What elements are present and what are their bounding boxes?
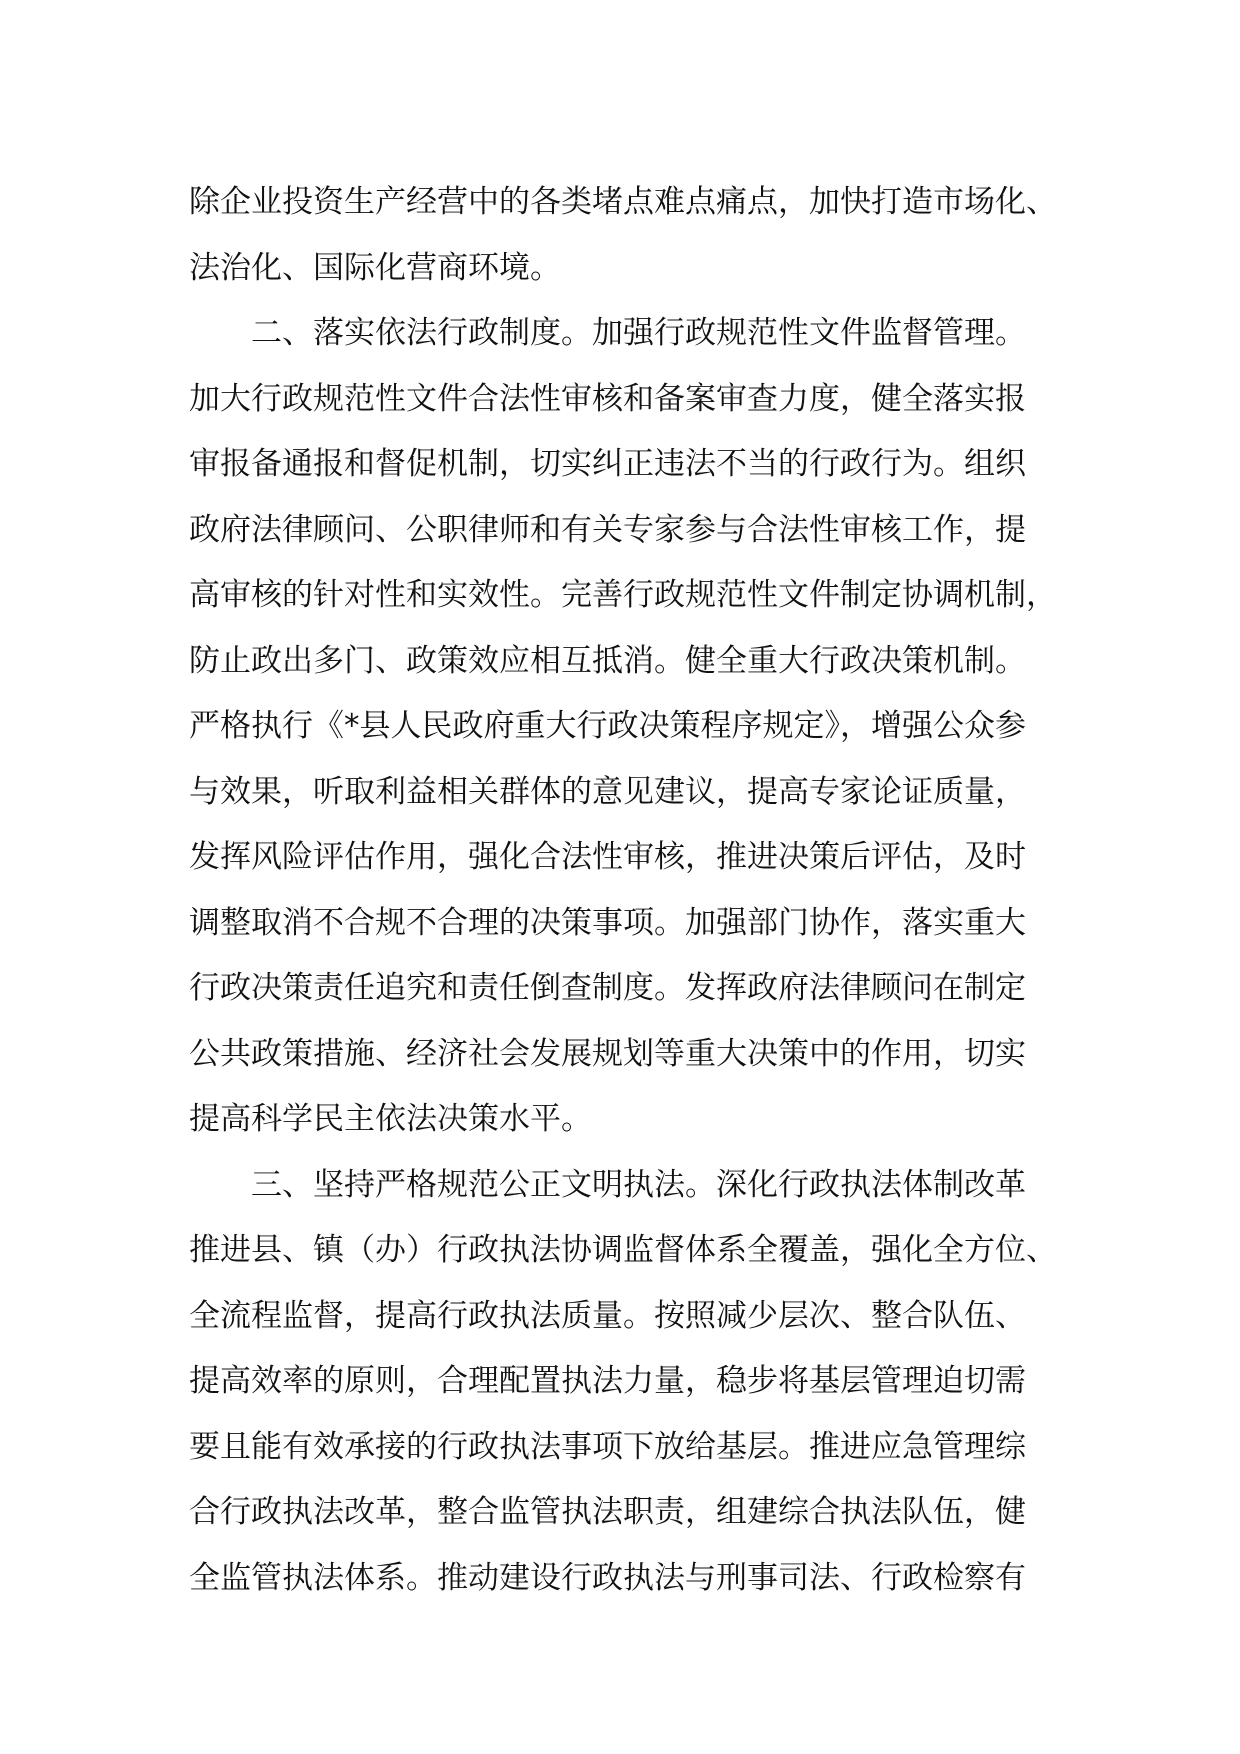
text-line: 推进县、镇（办）行政执法协调监督体系全覆盖，强化全方位、 [189,1232,1057,1268]
text-line: 三、坚持严格规范公正文明执法。深化行政执法体制改革 [251,1166,1026,1203]
text-line: 提高效率的原则，合理配置执法力量，稳步将基层管理迫切需 [189,1363,1026,1399]
text-line: 合行政执法改革，整合监管执法职责，组建综合执法队伍，健 [189,1494,1026,1530]
text-line: 二、落实依法行政制度。加强行政规范性文件监督管理。 [251,315,1026,351]
text-line: 提高科学民主依法决策水平。 [189,1101,592,1137]
text-line: 高审核的针对性和实效性。完善行政规范性文件制定协调机制， [189,577,1057,613]
text-line: 发挥风险评估作用，强化合法性审核，推进决策后评估，及时 [189,839,1026,875]
text-line: 全流程监督，提高行政执法质量。按照减少层次、整合队伍、 [189,1297,1026,1334]
text-line: 除企业投资生产经营中的各类堵点难点痛点，加快打造市场化、 [189,184,1057,220]
text-line: 法治化、国际化营商环境。 [189,249,561,286]
text-line: 行政决策责任追究和责任倒查制度。发挥政府法律顾问在制定 [189,970,1026,1006]
text-line: 严格执行《*县人民政府重大行政决策程序规定》，增强公众参 [189,708,1026,744]
text-line: 要且能有效承接的行政执法事项下放给基层。推进应急管理综 [189,1428,1026,1465]
text-line: 全监管执法体系。推动建设行政执法与刑事司法、行政检察有 [189,1559,1026,1596]
text-line: 政府法律顾问、公职律师和有关专家参与合法性审核工作，提 [189,511,1026,548]
text-line: 调整取消不合规不合理的决策事项。加强部门协作，落实重大 [189,904,1026,941]
text-line: 防止政出多门、政策效应相互抵消。健全重大行政决策机制。 [189,642,1026,679]
text-line: 与效果，听取利益相关群体的意见建议，提高专家论证质量， [189,773,1026,810]
text-line: 加大行政规范性文件合法性审核和备案审查力度，健全落实报 [189,380,1026,417]
text-line: 审报备通报和督促机制，切实纠正违法不当的行政行为。组织 [189,446,1026,482]
body-text [189,170,1089,1611]
text-line: 公共政策措施、经济社会发展规划等重大决策中的作用，切实 [189,1035,1026,1072]
